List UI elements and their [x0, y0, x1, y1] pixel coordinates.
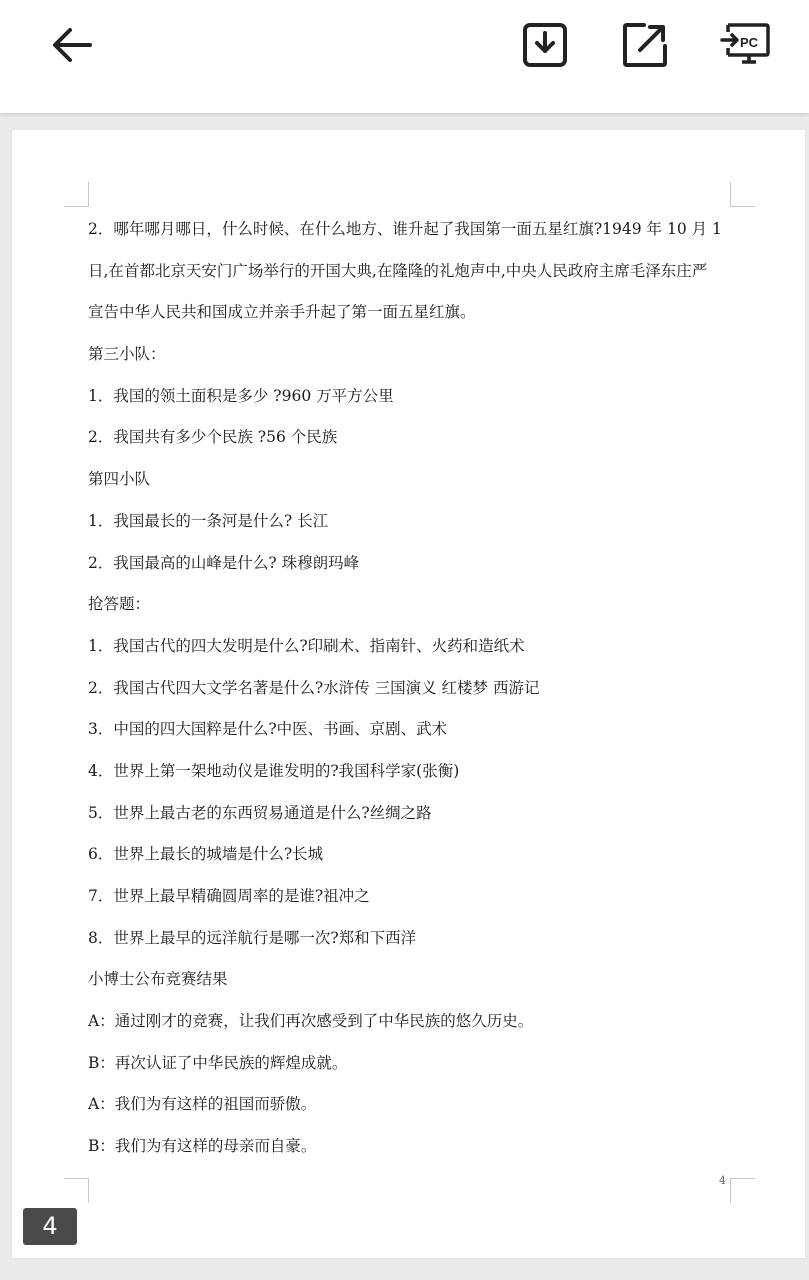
document-line: 3．中国的四大国粹是什么?中医、书画、京剧、武术: [88, 720, 448, 739]
section-heading: 第三小队：: [88, 345, 166, 364]
current-page-indicator: 4: [23, 1208, 77, 1245]
document-line: 日,在首都北京天安门广场举行的开国大典,在隆隆的礼炮声中,中央人民政府主席毛泽东庄严: [88, 261, 708, 280]
document-line: 6．世界上最长的城墙是什么?长城: [88, 845, 324, 864]
svg-text:PC: PC: [740, 35, 759, 50]
crop-mark-bottom-right: [730, 1178, 755, 1203]
send-to-pc-button[interactable]: [716, 16, 774, 74]
download-icon: [522, 22, 568, 68]
section-heading: 抢答题：: [88, 595, 151, 614]
document-line: B：我们为有这样的母亲而自豪。: [88, 1137, 317, 1156]
crop-mark-top-right: [730, 182, 755, 207]
open-external-button[interactable]: [616, 16, 674, 74]
document-line: 1．我国古代的四大发明是什么?印刷术、指南针、火药和造纸术: [88, 636, 525, 655]
document-line: 2．我国最高的山峰是什么? 珠穆朗玛峰: [88, 553, 360, 572]
document-line: B：再次认证了中华民族的辉煌成就。: [88, 1053, 348, 1072]
document-line: A：通过刚才的竞赛，让我们再次感受到了中华民族的悠久历史。: [88, 1012, 534, 1031]
document-line: 1．我国的领土面积是多少 ?960 万平方公里: [88, 386, 394, 405]
document-line: 5．世界上最古老的东西贸易通道是什么?丝绸之路: [88, 803, 432, 822]
section-heading: 小博士公布竞赛结果: [88, 970, 228, 989]
document-line: 2．我国共有多少个民族 ?56 个民族: [88, 428, 338, 447]
open-external-icon: [622, 22, 668, 68]
document-line: 8．世界上最早的远洋航行是哪一次?郑和下西洋: [88, 928, 417, 947]
arrow-left-icon: [50, 25, 94, 65]
crop-mark-bottom-left: [64, 1178, 89, 1203]
document-line: 4．世界上第一架地动仪是谁发明的?我国科学家(张衡): [88, 761, 460, 780]
top-toolbar: [0, 0, 809, 113]
send-to-pc-icon: [720, 22, 770, 68]
document-line: 1．我国最长的一条河是什么? 长江: [88, 511, 329, 530]
download-button[interactable]: [516, 16, 574, 74]
document-line: A：我们为有这样的祖国而骄傲。: [88, 1095, 317, 1114]
page-footer-number: 4: [719, 1174, 726, 1187]
document-page: [12, 130, 805, 1258]
document-line: 2．哪年哪月哪日，什么时候、在什么地方、谁升起了我国第一面五星红旗?1949 年 10 月 1: [88, 220, 722, 238]
document-body: [88, 214, 748, 1173]
document-line: 2．我国古代四大文学名著是什么?水浒传 三国演义 红楼梦 西游记: [88, 678, 540, 697]
section-heading: 第四小队: [88, 470, 151, 489]
back-button[interactable]: [44, 20, 100, 70]
document-line: 7．世界上最早精确圆周率的是谁?祖冲之: [88, 887, 370, 905]
crop-mark-top-left: [64, 182, 89, 207]
document-line: 宣告中华人民共和国成立并亲手升起了第一面五星红旗。: [88, 303, 476, 322]
